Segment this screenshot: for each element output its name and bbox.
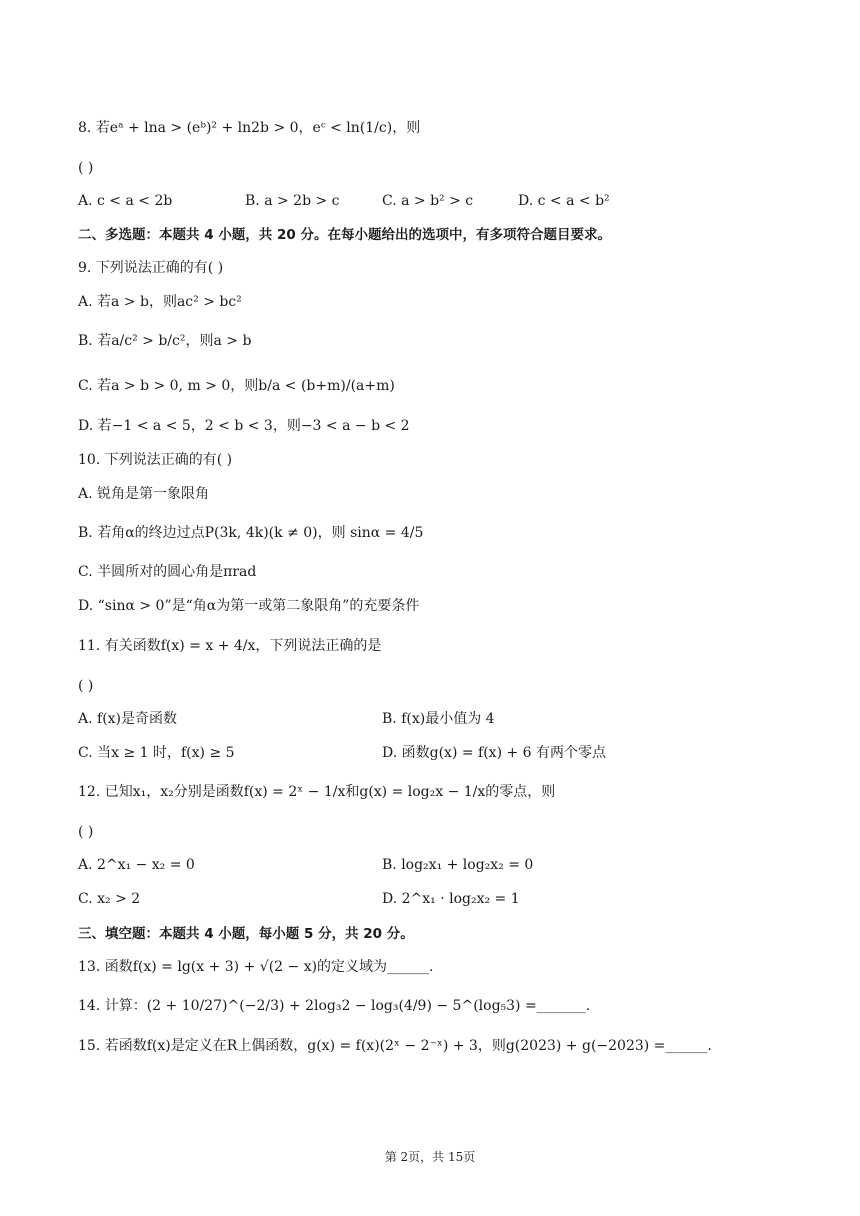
q8-option-d: D. c < a < b² [518,193,610,209]
q11-option-a: A. f(x)是奇函数 [78,711,178,727]
q10-option-d: D. “sinα > 0”是“角α为第一或第二象限角”的充要条件 [78,598,420,614]
q9-option-a: A. 若a > b，则ac² > bc² [78,294,242,310]
q8-paren: ( ) [78,160,94,176]
q9-stem: 9. 下列说法正确的有( ) [78,260,224,276]
q11-paren: ( ) [78,678,94,694]
q10-stem: 10. 下列说法正确的有( ) [78,452,233,468]
q12-option-c: C. x₂ > 2 [78,891,141,907]
q15-text: 15. 若函数f(x)是定义在R上偶函数，g(x) = f(x)(2ˣ − 2⁻ˣ) + 3，则g(2023) + g(−2023) =______. [78,1038,712,1054]
section-heading-multiple-choice: 二、多选题：本题共 4 小题，共 20 分。在每小题给出的选项中，有多项符合题目要求。 [78,227,611,243]
q12-option-a: A. 2^x₁ − x₂ = 0 [78,857,195,873]
q11-stem: 11. 有关函数f(x) = x + 4/x，下列说法正确的是 [78,638,382,654]
q11-option-c: C. 当x ≥ 1 时，f(x) ≥ 5 [78,745,235,761]
q13-text: 13. 函数f(x) = lg(x + 3) + √(2 − x)的定义域为______. [78,959,434,975]
q12-stem: 12. 已知x₁，x₂分别是函数f(x) = 2ˣ − 1/x和g(x) = log₂x − 1/x的零点，则 [78,784,556,800]
q12-option-b: B. log₂x₁ + log₂x₂ = 0 [382,857,534,873]
section-heading-fill-in: 三、填空题：本题共 4 小题，每小题 5 分，共 20 分。 [78,926,414,942]
q10-option-a: A. 锐角是第一象限角 [78,486,210,502]
q9-option-d: D. 若−1 < a < 5，2 < b < 3，则−3 < a − b < 2 [78,418,410,434]
q11-option-d: D. 函数g(x) = f(x) + 6 有两个零点 [382,745,607,761]
q8-option-b: B. a > 2b > c [245,193,340,209]
q9-option-c: C. 若a > b > 0, m > 0，则b/a < (b+m)/(a+m) [78,378,395,394]
q12-option-d: D. 2^x₁ · log₂x₂ = 1 [382,891,520,907]
q11-option-b: B. f(x)最小值为 4 [382,711,495,727]
page-number-footer: 第 2页，共 15页 [384,1150,476,1164]
q8-option-a: A. c < a < 2b [78,193,173,209]
q14-text: 14. 计算：(2 + 10/27)^(−2/3) + 2log₃2 − log₃(4/9) − 5^(log₅3) =_______. [78,998,591,1014]
q10-option-c: C. 半圆所对的圆心角是πrad [78,564,257,580]
q8-option-c: C. a > b² > c [382,193,474,209]
q10-option-b: B. 若角α的终边过点P(3k, 4k)(k ≠ 0)，则 sinα = 4/5 [78,525,424,541]
q9-option-b: B. 若a/c² > b/c²，则a > b [78,333,252,349]
q12-paren: ( ) [78,824,94,840]
q8-stem: 8. 若eᵃ + lna > (eᵇ)² + ln2b > 0，eᶜ < ln(1/c)，则 [78,120,421,136]
